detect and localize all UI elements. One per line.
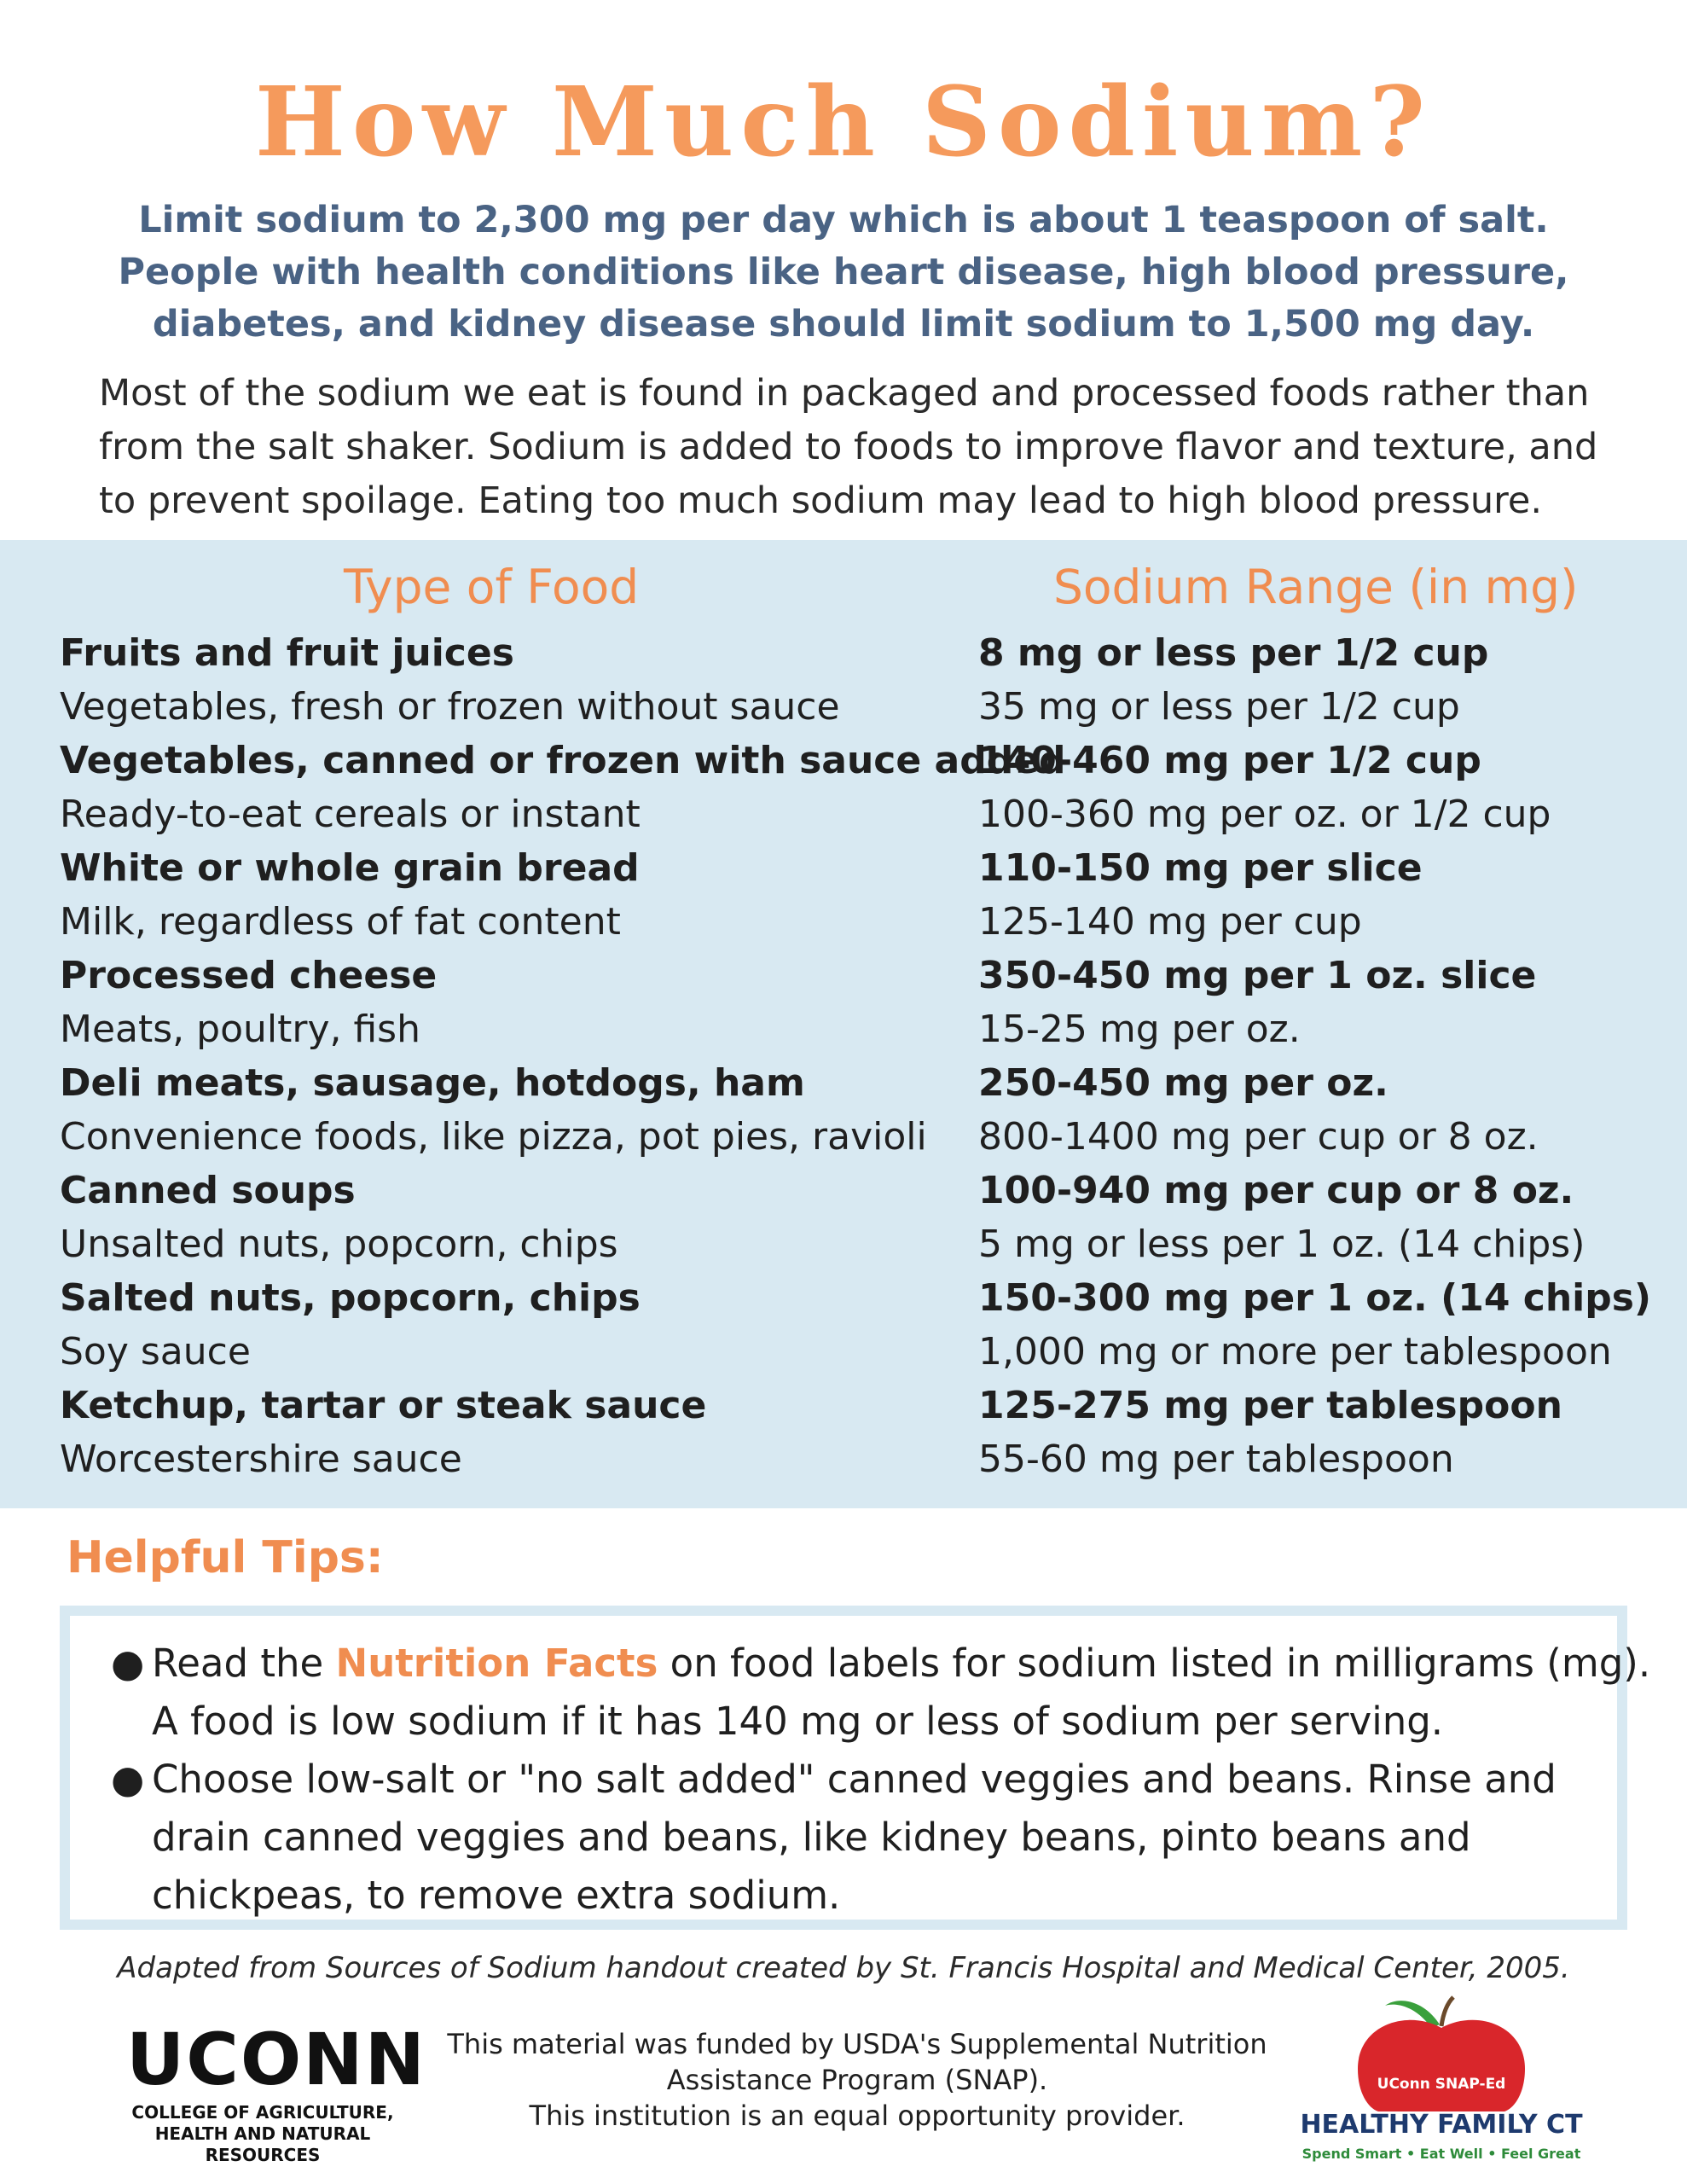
food-type-cell: Meats, poultry, fish xyxy=(60,1008,420,1051)
food-type-cell: Vegetables, fresh or frozen without sauce xyxy=(60,685,840,729)
column-header-range: Sodium Range (in mg) xyxy=(1053,560,1579,614)
hfct-name: HEALTHY FAMILY CT xyxy=(1300,2110,1583,2140)
food-type-cell: Worcestershire sauce xyxy=(60,1438,462,1481)
food-type-cell: Unsalted nuts, popcorn, chips xyxy=(60,1223,618,1266)
tip-line: drain canned veggies and beans, like kidney beans, pinto beans and xyxy=(152,1815,1471,1860)
table-row xyxy=(0,787,1687,841)
tip-text xyxy=(152,1751,1653,1925)
nutrition-facts-highlight: Nutrition Facts xyxy=(335,1641,658,1686)
tip-line: Choose low-salt or "no salt added" canned veggies and beans. Rinse and xyxy=(152,1757,1557,1802)
tip-line xyxy=(152,1635,1653,1693)
table-row xyxy=(0,1110,1687,1164)
sodium-range-cell: 5 mg or less per 1 oz. (14 chips) xyxy=(978,1223,1586,1266)
healthy-family-ct-logo xyxy=(1296,1984,1586,2180)
funding-line: Assistance Program (SNAP). xyxy=(666,2064,1048,2096)
tip-text-before: Read the xyxy=(152,1641,336,1686)
intro-line: from the salt shaker. Sodium is added to foods to improve flavor and texture, and xyxy=(99,426,1598,468)
sodium-range-cell: 15-25 mg per oz. xyxy=(978,1008,1301,1051)
sodium-range-cell: 125-275 mg per tablespoon xyxy=(978,1384,1562,1427)
uconn-sub-line: RESOURCES xyxy=(205,2145,321,2165)
sodium-range-cell: 250-450 mg per oz. xyxy=(978,1061,1388,1105)
food-type-cell: Fruits and fruit juices xyxy=(60,631,514,675)
table-row xyxy=(0,1164,1687,1217)
subheading xyxy=(68,195,1619,351)
sodium-range-cell: 110-150 mg per slice xyxy=(978,846,1423,890)
food-type-cell: Salted nuts, popcorn, chips xyxy=(60,1276,641,1320)
sodium-range-cell: 55-60 mg per tablespoon xyxy=(978,1438,1454,1481)
food-type-cell: Processed cheese xyxy=(60,954,438,997)
food-type-cell: Milk, regardless of fat content xyxy=(60,900,621,944)
table-row xyxy=(0,680,1687,734)
sodium-range-cell: 8 mg or less per 1/2 cup xyxy=(978,631,1489,675)
food-type-cell: Ketchup, tartar or steak sauce xyxy=(60,1384,707,1427)
table-row xyxy=(0,1056,1687,1110)
food-type-cell: Soy sauce xyxy=(60,1330,251,1374)
food-type-cell: Deli meats, sausage, hotdogs, ham xyxy=(60,1061,805,1105)
uconn-logo xyxy=(126,2018,426,2166)
sodium-range-cell: 800-1400 mg per cup or 8 oz. xyxy=(978,1115,1539,1159)
column-header-food: Type of Food xyxy=(344,560,640,614)
subheading-line: People with health conditions like heart disease, high blood pressure, xyxy=(118,251,1569,293)
sodium-table xyxy=(0,626,1687,1486)
funding-line: This material was funded by USDA's Supplemental Nutrition xyxy=(447,2028,1267,2060)
tip-line: chickpeas, to remove extra sodium. xyxy=(152,1873,841,1918)
subheading-line: Limit sodium to 2,300 mg per day which is about 1 teaspoon of salt. xyxy=(138,199,1549,241)
funding-line: This institution is an equal opportunity provider. xyxy=(529,2100,1186,2132)
uconn-sub-line: COLLEGE OF AGRICULTURE, xyxy=(131,2102,394,2123)
food-type-cell: Ready-to-eat cereals or instant xyxy=(60,793,641,836)
tip-text xyxy=(152,1635,1653,1751)
bullet-icon: ● xyxy=(111,1757,145,1802)
sodium-range-cell: 35 mg or less per 1/2 cup xyxy=(978,685,1460,729)
intro-paragraph xyxy=(99,367,1617,528)
uconn-sub-line: HEALTH AND NATURAL xyxy=(154,2123,371,2144)
tips-box xyxy=(60,1606,1651,1930)
tips-heading: Helpful Tips: xyxy=(67,1532,384,1583)
food-type-cell: Convenience foods, like pizza, pot pies, ravioli xyxy=(60,1115,927,1159)
tip-line: A food is low sodium if it has 140 mg or less of sodium per serving. xyxy=(152,1699,1444,1744)
funding-statement xyxy=(426,2026,1288,2134)
sodium-range-cell: 350-450 mg per 1 oz. slice xyxy=(978,954,1537,997)
table-row xyxy=(0,841,1687,895)
sodium-range-cell: 100-940 mg per cup or 8 oz. xyxy=(978,1169,1574,1212)
sodium-range-cell: 100-360 mg per oz. or 1/2 cup xyxy=(978,793,1551,836)
bullet-icon: ● xyxy=(111,1641,145,1686)
table-row xyxy=(0,895,1687,949)
food-type-cell: White or whole grain bread xyxy=(60,846,640,890)
table-row xyxy=(0,1325,1687,1379)
sodium-range-cell: 125-140 mg per cup xyxy=(978,900,1362,944)
table-row xyxy=(0,949,1687,1002)
sodium-range-cell: 1,000 mg or more per tablespoon xyxy=(978,1330,1612,1374)
table-row xyxy=(0,1432,1687,1486)
uconn-college-name xyxy=(126,2102,399,2166)
page-title: How Much Sodium? xyxy=(255,67,1432,178)
table-row xyxy=(0,626,1687,680)
food-type-cell: Canned soups xyxy=(60,1169,356,1212)
table-row xyxy=(0,1379,1687,1432)
table-row xyxy=(0,1217,1687,1271)
sodium-range-cell: 140-460 mg per 1/2 cup xyxy=(978,739,1481,782)
intro-line: to prevent spoilage. Eating too much sodium may lead to high blood pressure. xyxy=(99,479,1543,522)
table-row xyxy=(0,1002,1687,1056)
subheading-line: diabetes, and kidney disease should limit sodium to 1,500 mg day. xyxy=(152,303,1535,346)
hfct-slogan: Spend Smart • Eat Well • Feel Great xyxy=(1301,2146,1581,2162)
hfct-tag: UConn SNAP-Ed xyxy=(1377,2076,1506,2093)
table-row xyxy=(0,1271,1687,1325)
food-type-cell: Vegetables, canned or frozen with sauce added xyxy=(60,739,1066,782)
intro-line: Most of the sodium we eat is found in packaged and processed foods rather than xyxy=(99,372,1590,415)
table-row xyxy=(0,734,1687,787)
uconn-wordmark: UCONN xyxy=(126,2018,426,2101)
source-credit: Adapted from Sources of Sodium handout created by St. Francis Hospital and Medical Center, 2005. xyxy=(117,1951,1570,1985)
tip-text-after: on food labels for sodium listed in milligrams (mg). xyxy=(658,1641,1651,1686)
sodium-range-cell: 150-300 mg per 1 oz. (14 chips) xyxy=(978,1276,1652,1320)
